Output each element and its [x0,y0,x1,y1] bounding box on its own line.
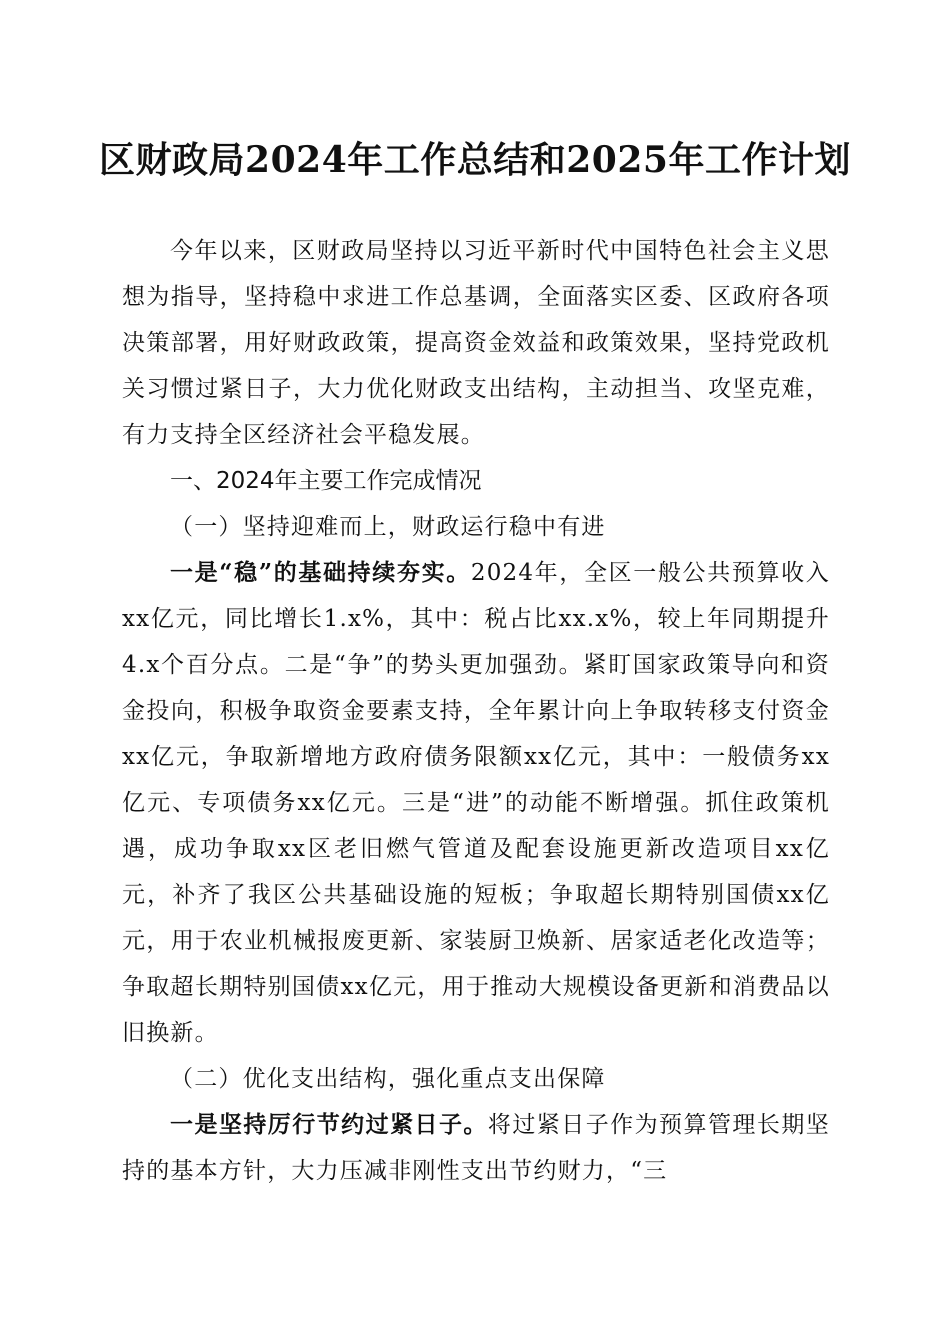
subsection-1-body: 2024年，全区一般公共预算收入xx亿元，同比增长1.x%，其中：税占比xx.x%，较上年同期提升4.x个百分点。二是“争”的势头更加强劲。紧盯国家政策导向和资金投向，积极争取资金要素支持，全年累计向上争取转移支付资金xx亿元，争取新增地方政府债务限额xx亿元，其中：一般债务xx亿元、专项债务xx亿元。三是“进”的动能不断增强。抓住政策机遇，成功争取xx区老旧燃气管道及配套设施更新改造项目xx亿元，补齐了我区公共基础设施的短板；争取超长期特别国债xx亿元，用于农业机械报废更新、家装厨卫焕新、居家适老化改造等；争取超长期特别国债xx亿元，用于推动大规模设备更新和消费品以旧换新。 [122,560,831,1046]
subsection-2-body: 将过紧日子作为预算管理长期坚持的基本方针，大力压减非刚性支出节约财力，“三 [122,1112,830,1184]
subsection-1-paragraph [122,550,830,1056]
intro-paragraph: 今年以来，区财政局坚持以习近平新时代中国特色社会主义思想为指导，坚持稳中求进工作总基调，全面落实区委、区政府各项决策部署，用好财政政策，提高资金效益和政策效果，坚持党政机关习惯过紧日子，大力优化财政支出结构，主动担当、攻坚克难，有力支持全区经济社会平稳发展。 [122,238,830,448]
document-title: 区财政局2024年工作总结和2025年工作计划 [99,139,851,181]
subsection-heading-1: （一）坚持迎难而上，财政运行稳中有进 [170,514,606,540]
subsection-1-lead: 一是“稳”的基础持续夯实。 [170,559,471,586]
subsection-2-lead: 一是坚持厉行节约过紧日子。 [170,1111,488,1138]
subsection-heading-2: （二）优化支出结构，强化重点支出保障 [170,1066,606,1092]
subsection-2-paragraph [122,1102,830,1194]
section-heading-1: 一、2024年主要工作完成情况 [170,468,482,494]
document-body [122,228,830,1194]
